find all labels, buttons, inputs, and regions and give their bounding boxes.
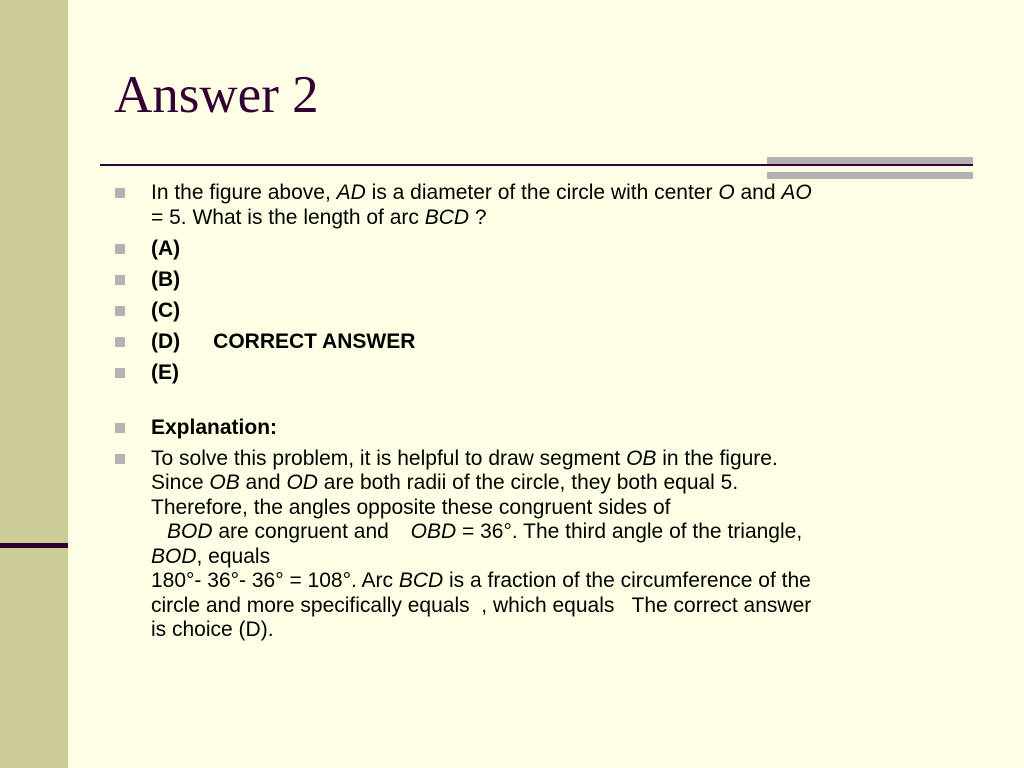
question-var: AO <box>781 181 812 204</box>
choice-label: (A) <box>151 236 181 260</box>
bullet-square-icon <box>115 275 125 285</box>
accent-bar-bottom <box>767 172 973 179</box>
explanation-item <box>114 447 964 643</box>
explanation-var: BOD <box>167 520 213 543</box>
bullet-square-icon <box>115 368 125 378</box>
explanation-line-4 <box>151 520 964 545</box>
bullet-square-icon <box>115 244 125 254</box>
explanation-text: is a fraction of the circumference of the <box>443 569 811 592</box>
question-text: is a diameter of the circle with center <box>365 181 719 204</box>
choice-label: (D) <box>151 329 181 353</box>
bullet-square-icon <box>115 337 125 347</box>
explanation-text: are congruent and <box>212 520 395 543</box>
left-band-rule <box>0 543 68 548</box>
explanation-line-1 <box>151 447 964 472</box>
explanation-text: are both radii of the circle, they both equal 5. <box>317 471 739 494</box>
question-var: O <box>718 181 735 204</box>
choice-a <box>114 237 964 262</box>
explanation-text: Therefore, the angles opposite these congruent sides of <box>151 495 671 519</box>
choice-c <box>114 299 964 324</box>
explanation-text: To solve this problem, it is helpful to draw segment <box>151 446 627 470</box>
explanation-line-3 <box>151 496 964 521</box>
choice-d <box>114 330 964 355</box>
choice-b <box>114 268 964 293</box>
question-item <box>114 181 964 230</box>
explanation-text: = 36°. The third angle of the triangle, <box>456 520 803 543</box>
left-decorative-band <box>0 0 68 768</box>
title-divider <box>100 164 973 166</box>
explanation-line-2 <box>151 471 964 496</box>
explanation-var: OB <box>626 446 657 470</box>
question-text: ? <box>469 205 487 229</box>
choice-label: (C) <box>151 298 181 322</box>
bullet-square-icon <box>115 423 125 433</box>
explanation-text: and <box>239 471 287 494</box>
question-var: AD <box>336 181 366 204</box>
slide-content <box>114 181 964 649</box>
choice-e <box>114 361 964 386</box>
choice-label: (B) <box>151 267 181 291</box>
explanation-line-5 <box>151 545 964 570</box>
slide-title: Answer 2 <box>114 66 319 124</box>
explanation-line-6 <box>151 569 964 594</box>
accent-bar-top <box>767 157 973 164</box>
correct-answer-note: CORRECT ANSWER <box>213 329 416 353</box>
explanation-heading: Explanation: <box>151 415 278 439</box>
explanation-heading-item <box>114 416 964 441</box>
explanation-text: Since <box>151 471 210 494</box>
question-var: BCD <box>424 205 470 229</box>
explanation-var: BCD <box>398 569 444 592</box>
question-text: In the figure above, <box>151 181 337 204</box>
explanation-var: OD <box>286 471 318 494</box>
bullet-square-icon <box>115 188 125 198</box>
question-line-1 <box>151 181 964 206</box>
bullet-square-icon <box>115 454 125 464</box>
explanation-text: , equals <box>196 544 271 568</box>
explanation-text: in the figure. <box>656 446 778 470</box>
explanation-var: OBD <box>410 520 457 543</box>
bullet-square-icon <box>115 306 125 316</box>
choice-label: (E) <box>151 360 179 384</box>
spacer <box>114 392 964 416</box>
question-text: and <box>734 181 782 204</box>
explanation-var: BOD <box>151 544 197 568</box>
question-line-2 <box>151 206 964 231</box>
explanation-text: 180°- 36°- 36° = 108°. Arc <box>151 569 399 592</box>
question-text: = 5. What is the length of arc <box>151 205 425 229</box>
explanation-line-8: is choice (D). <box>151 618 274 641</box>
explanation-var: OB <box>209 471 240 494</box>
explanation-line-7: circle and more specifically equals , which equals The correct answer <box>151 593 812 617</box>
